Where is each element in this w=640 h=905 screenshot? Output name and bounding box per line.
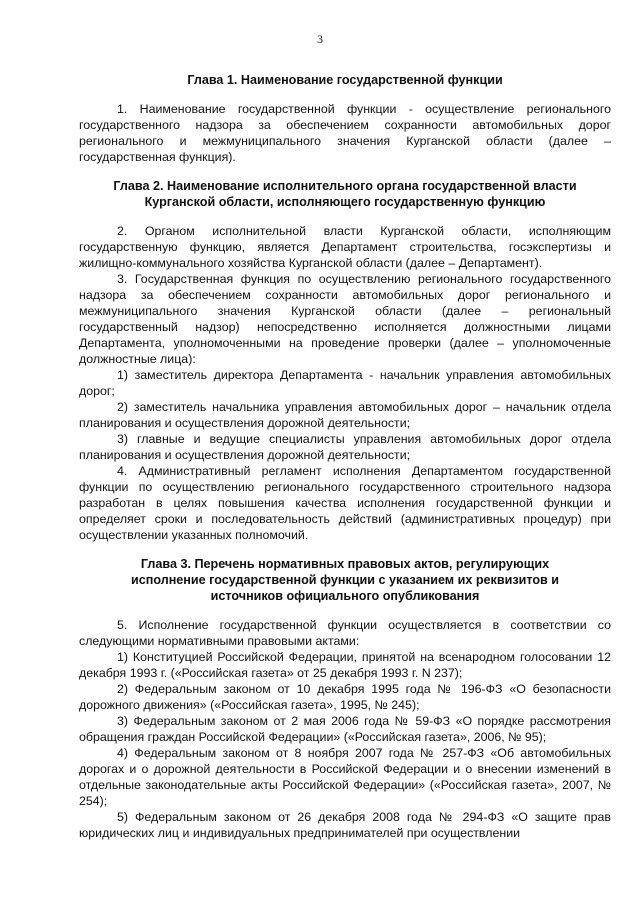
law-item-5: 5) Федеральным законом от 26 декабря 2008 года № 294-ФЗ «О защите прав юридических лиц и индивидуальных предпринимателей при осуществлении <box>79 810 611 840</box>
law-item-3: 3) Федеральным законом от 2 мая 2006 года № 59-ФЗ «О порядке рассмотрения обращения граждан Российской Федерации» («Российская газета», 2006, № 95); <box>79 714 611 744</box>
chapter-1-title: Глава 1. Наименование государственной функции <box>187 73 503 87</box>
page-number: 3 <box>317 32 323 46</box>
chapter-3-heading <box>79 556 611 604</box>
list-item-1: 1) заместитель директора Департамента - начальник управления автомобильных дорог; <box>79 368 611 398</box>
paragraph-4: 4. Административный регламент исполнения Департаментом государственной функции по осуществлению регионального государственного строительного надзора разработан в целях повышения качества исполнения государственной функции и определяет сроки и последовательность действий (административных процедур) при осуществлении указанных полномочий. <box>79 464 611 542</box>
law-item-1: 1) Конституцией Российской Федерации, принятой на всенародном голосовании 12 декабря 1993 г. («Российская газета» от 25 декабря 1993 г. N 237); <box>79 650 611 680</box>
document-body <box>79 72 611 841</box>
list-item-3: 3) главные и ведущие специалисты управления автомобильных дорог отдела планирования и осуществления дорожной деятельности; <box>79 432 611 462</box>
list-item-2: 2) заместитель начальника управления автомобильных дорог – начальник отдела планирования и осуществления дорожной деятельности; <box>79 400 611 430</box>
chapter-1-heading <box>79 72 611 88</box>
paragraph-1: 1. Наименование государственной функции - осуществление регионального государственного надзора за обеспечением сохранности автомобильных дорог регионального и межмуниципального значения Курганской области (далее – государственная функция). <box>79 102 611 164</box>
paragraph-3: 3. Государственная функция по осуществлению регионального государственного надзора за обеспечением сохранности автомобильных дорог регионального и межмуниципального значения Курганской области (далее – региональный государственный надзор) непосредственно исполняется должностными лицами Департамента, уполномоченными на проведение проверки (далее – уполномоченные должностные лица): <box>79 272 611 366</box>
law-item-4: 4) Федеральным законом от 8 ноября 2007 года № 257-ФЗ «Об автомобильных дорогах и о дорожной деятельности в Российской Федерации и о внесении изменений в отдельные законодательные акты Российской Федерации» («Российская газета», 2007, № 254); <box>79 746 611 808</box>
chapter-3-title-line-3: источников официального опубликования <box>210 589 480 603</box>
chapter-2-title-line-1: Глава 2. Наименование исполнительного органа государственной власти <box>113 179 577 193</box>
law-item-2: 2) Федеральным законом от 10 декабря 1995 года № 196-ФЗ «О безопасности дорожного движения» («Российская газета», 1995, № 245); <box>79 682 611 712</box>
chapter-2-heading <box>79 178 611 210</box>
paragraph-2: 2. Органом исполнительной власти Курганской области, исполняющим государственную функцию, является Департамент строительства, госэкспертизы и жилищно-коммунального хозяйства Курганской области (далее – Департамент). <box>79 224 611 270</box>
chapter-2-title-line-2: Курганской области, исполняющего государственную функцию <box>144 195 546 209</box>
chapter-3-title-line-1: Глава 3. Перечень нормативных правовых актов, регулирующих <box>140 557 550 571</box>
chapter-3-title-line-2: исполнение государственной функции с указанием их реквизитов и <box>130 573 560 587</box>
paragraph-5: 5. Исполнение государственной функции осуществляется в соответствии со следующими нормативными правовыми актами: <box>79 618 611 648</box>
